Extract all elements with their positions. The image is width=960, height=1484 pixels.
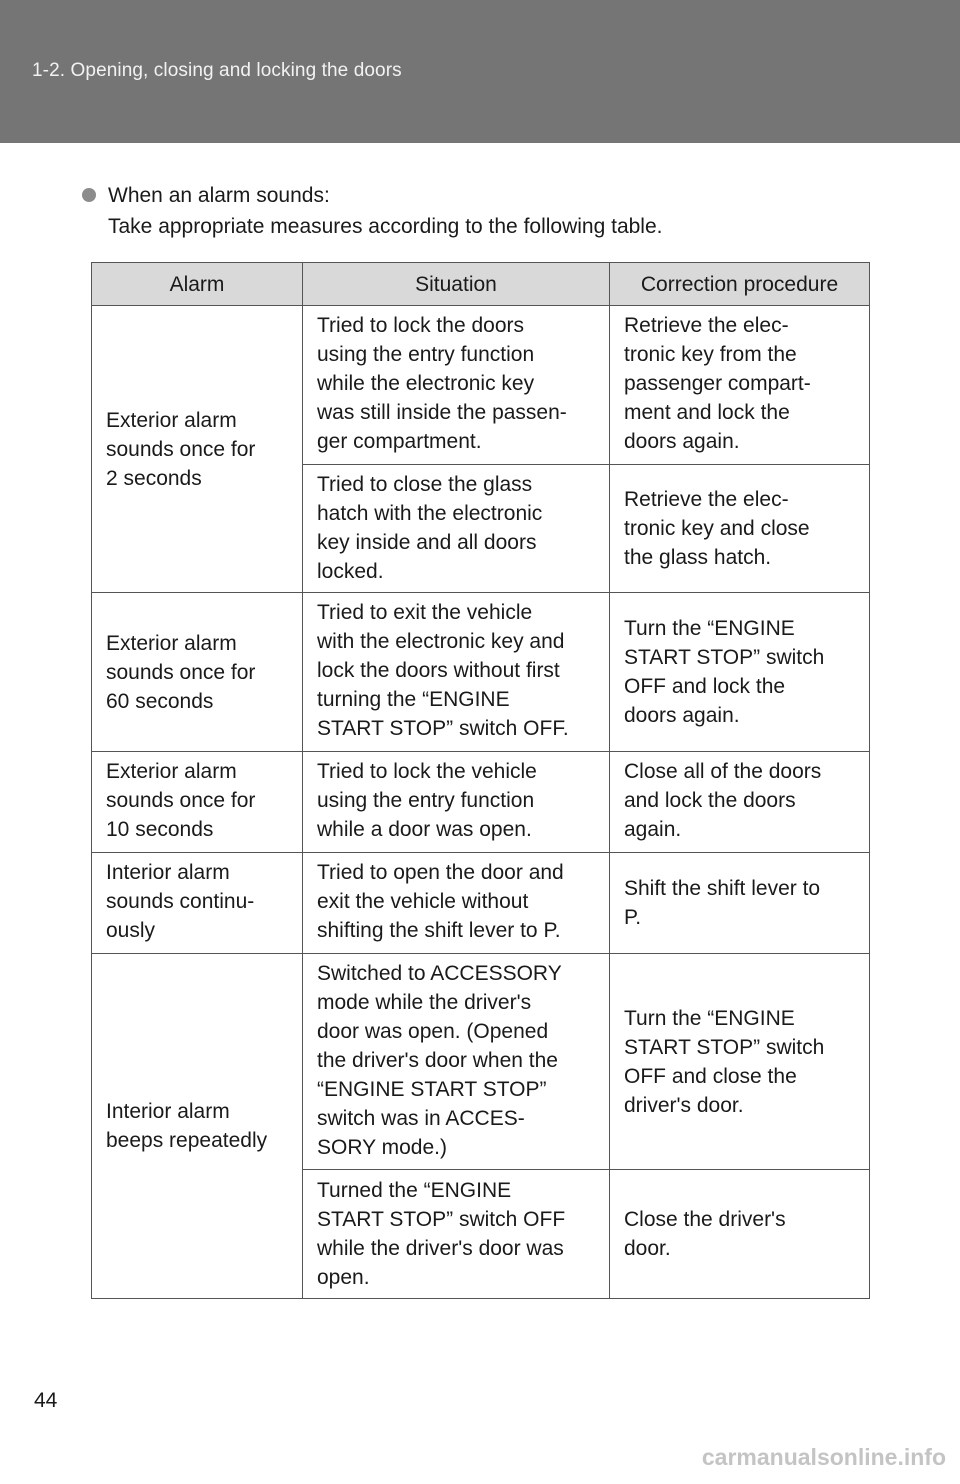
situation-cell: Tried to close the glass hatch with the electronic key inside and all doors locked.: [303, 465, 610, 593]
watermark: carmanualsonline.info: [701, 1444, 946, 1470]
section-header-band: [0, 0, 960, 143]
table-header-row: [92, 263, 870, 306]
correction-cell: Close the driver's door.: [610, 1170, 870, 1299]
alarm-cell: Interior alarm beeps repeatedly: [92, 954, 303, 1299]
correction-cell: Retrieve the elec- tronic key from the passenger compart- ment and lock the doors again.: [610, 306, 870, 465]
section-title: 1-2. Opening, closing and locking the doors: [32, 60, 402, 81]
correction-cell: Close all of the doors and lock the doors again.: [610, 752, 870, 853]
table-row: [92, 593, 870, 752]
column-header-correction: Correction procedure: [610, 263, 870, 306]
alarm-cell: Exterior alarm sounds once for 10 seconds: [92, 752, 303, 853]
correction-cell: Shift the shift lever to P.: [610, 853, 870, 954]
alarm-cell: Interior alarm sounds continu- ously: [92, 853, 303, 954]
situation-cell: Tried to lock the vehicle using the entry function while a door was open.: [303, 752, 610, 853]
situation-cell: Tried to lock the doors using the entry function while the electronic key was still inside the passen- ger compartment.: [303, 306, 610, 465]
intro-instruction: Take appropriate measures according to the following table.: [108, 215, 663, 238]
table-row: [92, 752, 870, 853]
situation-cell: Switched to ACCESSORY mode while the driver's door was open. (Opened the driver's door when the “ENGINE START STOP” switch was in ACCES- SORY mode.): [303, 954, 610, 1170]
column-header-alarm: Alarm: [92, 263, 303, 306]
alarm-table: [91, 262, 870, 1299]
situation-cell: Tried to exit the vehicle with the electronic key and lock the doors without first turning the “ENGINE START STOP” switch OFF.: [303, 593, 610, 752]
alarm-cell: Exterior alarm sounds once for 2 seconds: [92, 306, 303, 593]
correction-cell: Turn the “ENGINE START STOP” switch OFF and close the driver's door.: [610, 954, 870, 1170]
situation-cell: Tried to open the door and exit the vehicle without shifting the shift lever to P.: [303, 853, 610, 954]
bullet-icon: [82, 188, 96, 202]
correction-cell: Retrieve the elec- tronic key and close the glass hatch.: [610, 465, 870, 593]
table-row: [92, 954, 870, 1170]
situation-cell: Turned the “ENGINE START STOP” switch OFF while the driver's door was open.: [303, 1170, 610, 1299]
page-number: 44: [34, 1389, 58, 1412]
table-row: [92, 853, 870, 954]
intro-heading: When an alarm sounds:: [108, 184, 330, 207]
column-header-situation: Situation: [303, 263, 610, 306]
correction-cell: Turn the “ENGINE START STOP” switch OFF and lock the doors again.: [610, 593, 870, 752]
table-row: [92, 306, 870, 465]
alarm-cell: Exterior alarm sounds once for 60 seconds: [92, 593, 303, 752]
